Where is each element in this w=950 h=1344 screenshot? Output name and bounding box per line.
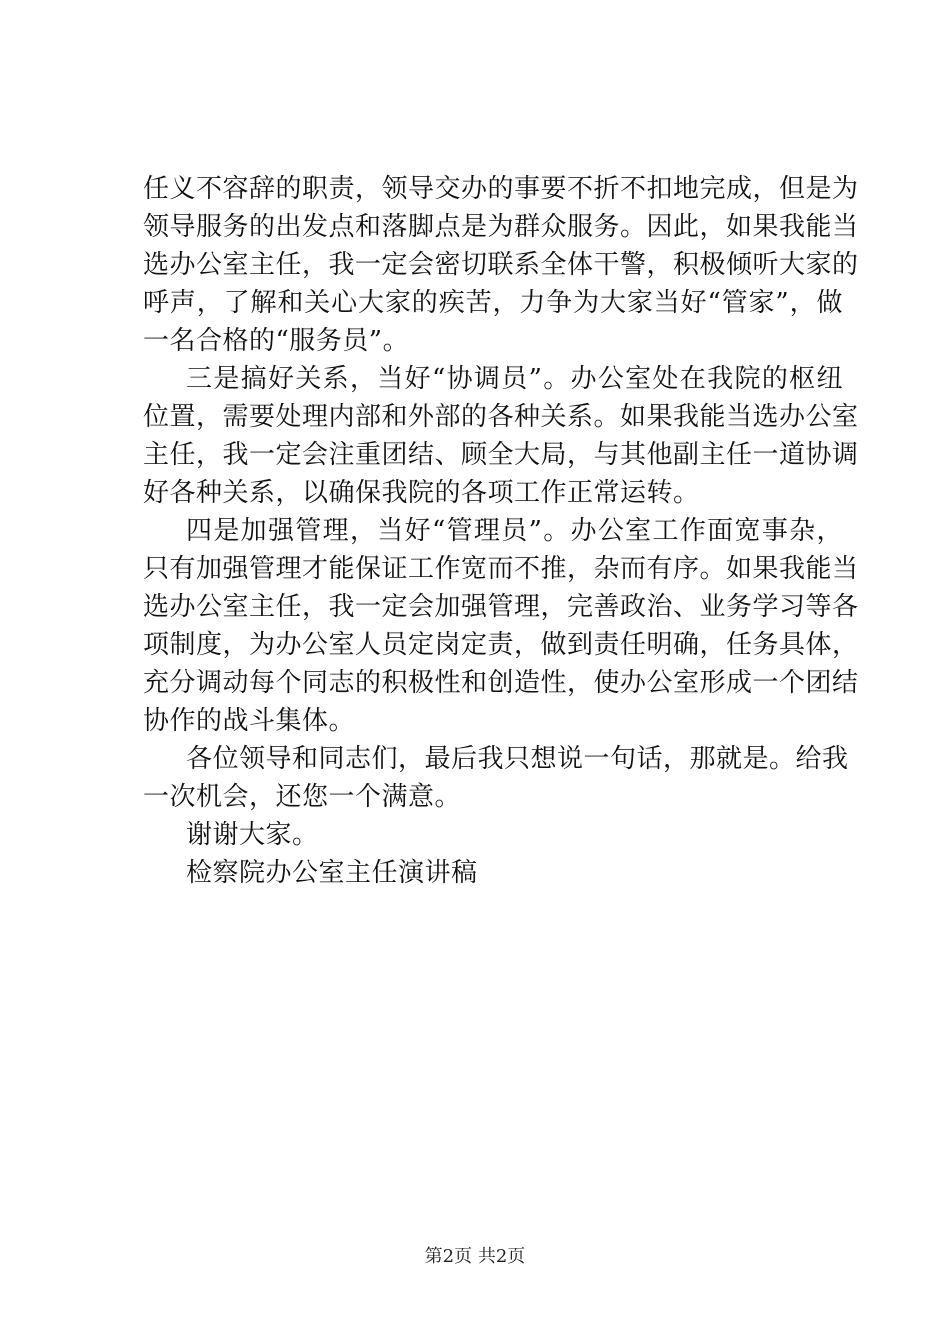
text-line: 四是加强管理，当好“管理员”。办公室工作面宽事杂， [186, 516, 843, 546]
text-line: 一次机会，还您一个满意。 [143, 782, 462, 812]
text-line: 好各种关系，以确保我院的各项工作正常运转。 [143, 478, 700, 508]
text-line: 协作的战斗集体。 [143, 706, 356, 736]
text-line: 呼声，了解和关心大家的疾苦，力争为大家当好“管家”，做 [143, 288, 843, 318]
text-line: 充分调动每个同志的积极性和创造性，使办公室形成一个团结 [143, 668, 859, 698]
text-line: 选办公室主任，我一定会加强管理，完善政治、业务学习等各 [143, 592, 859, 622]
text-line: 各位领导和同志们，最后我只想说一句话，那就是。给我 [186, 744, 849, 774]
text-line: 项制度，为办公室人员定岗定责，做到责任明确，任务具体， [143, 630, 859, 660]
text-line: 只有加强管理才能保证工作宽而不推，杂而有序。如果我能当 [143, 554, 859, 584]
text-line: 三是搞好关系，当好“协调员”。办公室处在我院的枢纽 [186, 364, 843, 394]
text-line: 领导服务的出发点和落脚点是为群众服务。因此，如果我能当 [143, 212, 859, 242]
text-line: 一名合格的“服务员”。 [143, 326, 410, 356]
document-title-line: 检察院办公室主任演讲稿 [186, 858, 478, 888]
text-line: 位置，需要处理内部和外部的各种关系。如果我能当选办公室 [143, 402, 859, 432]
text-line: 谢谢大家。 [186, 820, 319, 850]
text-line: 任义不容辞的职责，领导交办的事要不折不扣地完成，但是为 [143, 174, 859, 204]
text-line: 选办公室主任，我一定会密切联系全体干警，积极倾听大家的 [143, 250, 859, 280]
page-number: 第2页 共2页 [424, 1246, 526, 1267]
text-line: 主任，我一定会注重团结、顾全大局，与其他副主任一道协调 [143, 440, 859, 470]
document-body [143, 170, 859, 892]
